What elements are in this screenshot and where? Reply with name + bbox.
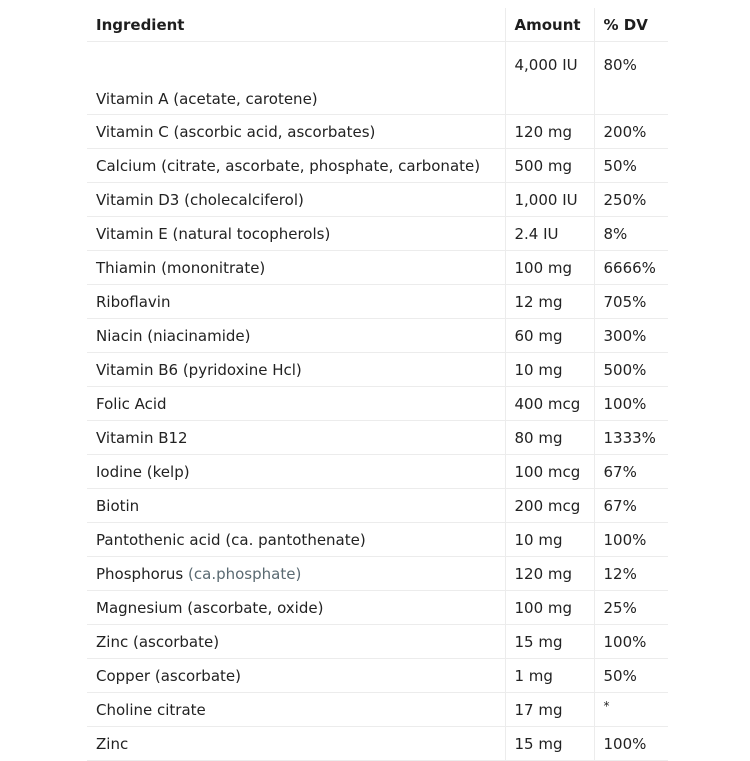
ingredient-cell: Zinc (ascorbate) (87, 625, 505, 659)
dv-cell (594, 693, 668, 727)
dv-cell: 300% (594, 319, 668, 353)
amount-cell: 15 mg (505, 727, 594, 761)
ingredient-cell: Vitamin A (acetate, carotene) (87, 42, 505, 115)
dv-cell: 1333% (594, 421, 668, 455)
table-row (87, 421, 668, 455)
table-row (87, 319, 668, 353)
dv-cell: 100% (594, 523, 668, 557)
dv-cell: 50% (594, 659, 668, 693)
dv-cell: 100% (594, 387, 668, 421)
supplement-facts-table (87, 8, 668, 761)
table-row (87, 353, 668, 387)
dv-cell: 67% (594, 489, 668, 523)
table-row (87, 387, 668, 421)
amount-cell: 120 mg (505, 557, 594, 591)
table-row (87, 625, 668, 659)
ingredient-cell: Thiamin (mononitrate) (87, 251, 505, 285)
ingredient-cell: Vitamin E (natural tocopherols) (87, 217, 505, 251)
amount-cell: 200 mcg (505, 489, 594, 523)
ingredient-cell: Choline citrate (87, 693, 505, 727)
ingredient-cell: Vitamin B6 (pyridoxine Hcl) (87, 353, 505, 387)
ingredient-note: (ca.phosphate) (188, 564, 302, 583)
table-row (87, 591, 668, 625)
amount-cell: 1 mg (505, 659, 594, 693)
supplement-facts-table-container (87, 8, 668, 761)
amount-cell: 12 mg (505, 285, 594, 319)
ingredient-cell: Vitamin C (ascorbic acid, ascorbates) (87, 115, 505, 149)
ingredient-cell: Vitamin B12 (87, 421, 505, 455)
dv-cell: 12% (594, 557, 668, 591)
ingredient-cell: Zinc (87, 727, 505, 761)
table-header-row (87, 8, 668, 42)
ingredient-cell: Calcium (citrate, ascorbate, phosphate, carbonate) (87, 149, 505, 183)
ingredient-cell: Pantothenic acid (ca. pantothenate) (87, 523, 505, 557)
amount-cell: 1,000 IU (505, 183, 594, 217)
table-row (87, 251, 668, 285)
table-row (87, 183, 668, 217)
table-row (87, 489, 668, 523)
amount-cell: 2.4 IU (505, 217, 594, 251)
amount-cell: 17 mg (505, 693, 594, 727)
table-row (87, 727, 668, 761)
dv-cell: 100% (594, 625, 668, 659)
ingredient-cell: Biotin (87, 489, 505, 523)
dv-cell: 6666% (594, 251, 668, 285)
dv-cell: 67% (594, 455, 668, 489)
amount-cell: 80 mg (505, 421, 594, 455)
header-ingredient: Ingredient (87, 8, 505, 42)
amount-cell: 100 mcg (505, 455, 594, 489)
dv-cell: 50% (594, 149, 668, 183)
table-row (87, 659, 668, 693)
ingredient-cell: Magnesium (ascorbate, oxide) (87, 591, 505, 625)
table-row (87, 42, 668, 115)
amount-cell: 10 mg (505, 523, 594, 557)
amount-cell: 400 mcg (505, 387, 594, 421)
header-amount: Amount (505, 8, 594, 42)
dv-asterisk: * (603, 698, 610, 713)
table-row (87, 455, 668, 489)
amount-cell: 100 mg (505, 591, 594, 625)
ingredient-name: Phosphorus (96, 564, 184, 583)
ingredient-cell: Vitamin D3 (cholecalciferol) (87, 183, 505, 217)
ingredient-cell: Iodine (kelp) (87, 455, 505, 489)
ingredient-cell (87, 557, 505, 591)
table-row (87, 115, 668, 149)
table-row (87, 285, 668, 319)
amount-cell: 4,000 IU (505, 42, 594, 115)
amount-cell: 15 mg (505, 625, 594, 659)
ingredient-cell: Riboflavin (87, 285, 505, 319)
dv-cell: 25% (594, 591, 668, 625)
amount-cell: 120 mg (505, 115, 594, 149)
ingredient-cell: Folic Acid (87, 387, 505, 421)
table-row (87, 523, 668, 557)
dv-cell: 705% (594, 285, 668, 319)
amount-cell: 10 mg (505, 353, 594, 387)
dv-cell: 500% (594, 353, 668, 387)
dv-cell: 100% (594, 727, 668, 761)
amount-cell: 500 mg (505, 149, 594, 183)
table-row (87, 693, 668, 727)
ingredient-cell: Copper (ascorbate) (87, 659, 505, 693)
dv-cell: 250% (594, 183, 668, 217)
dv-cell: 80% (594, 42, 668, 115)
dv-cell: 8% (594, 217, 668, 251)
dv-cell: 200% (594, 115, 668, 149)
table-row (87, 557, 668, 591)
amount-cell: 100 mg (505, 251, 594, 285)
header-dv: % DV (594, 8, 668, 42)
ingredient-cell: Niacin (niacinamide) (87, 319, 505, 353)
table-row (87, 217, 668, 251)
table-row (87, 149, 668, 183)
amount-cell: 60 mg (505, 319, 594, 353)
